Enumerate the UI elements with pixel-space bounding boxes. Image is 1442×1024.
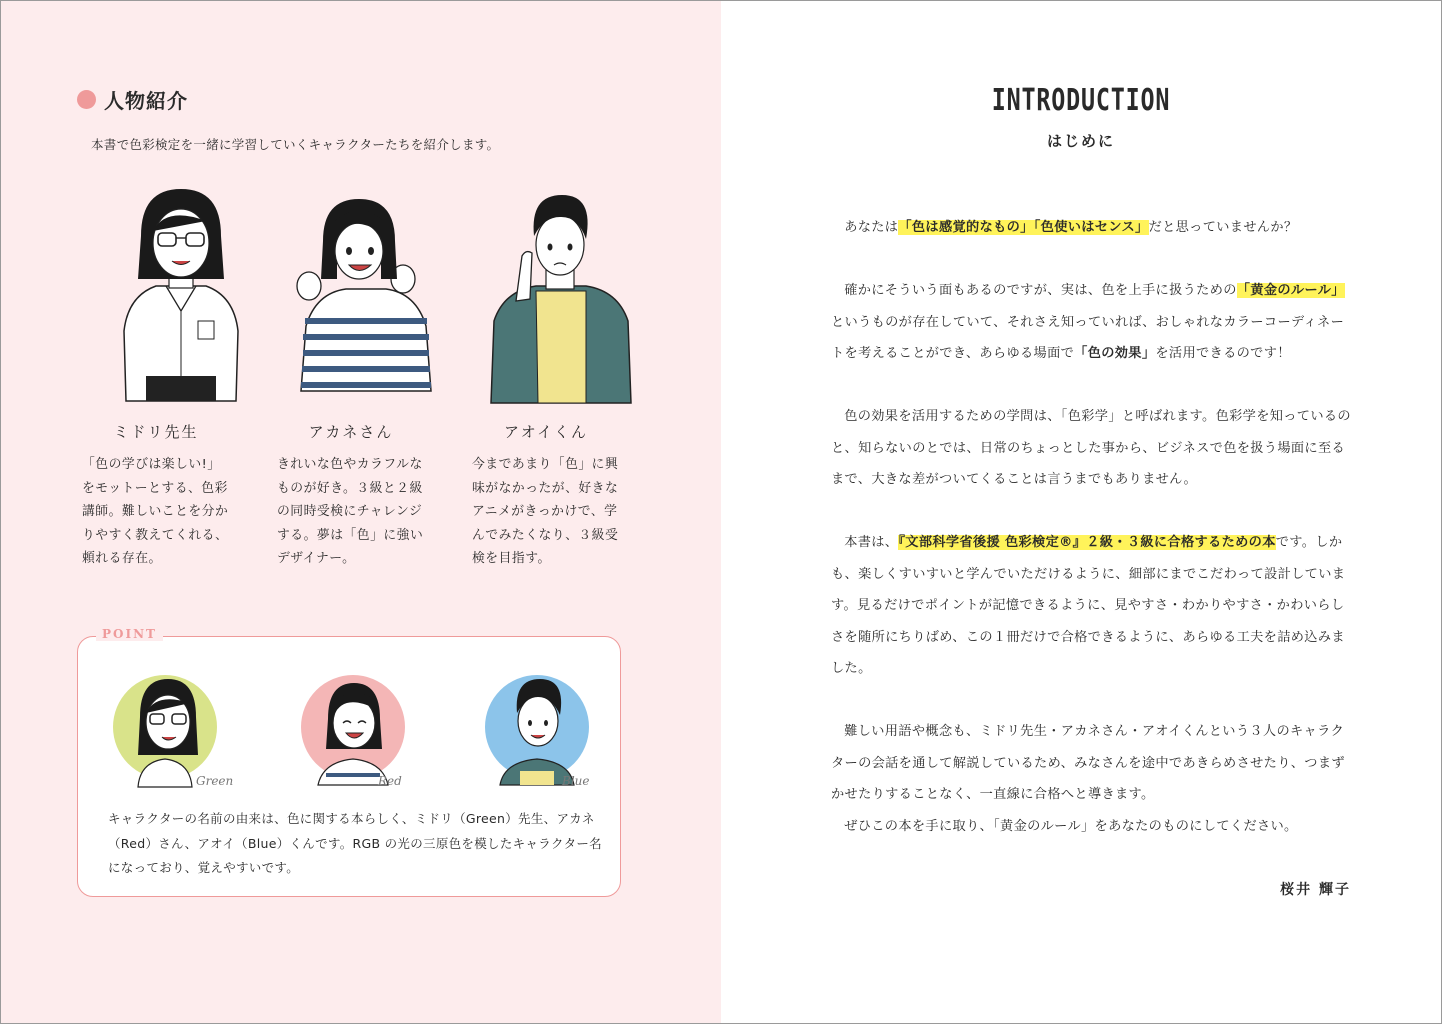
body-text <box>831 212 1356 842</box>
aoi-illustration <box>486 181 636 406</box>
midori-avatar <box>110 667 234 788</box>
signature-text: Red <box>378 774 402 788</box>
bullet-dot-icon <box>77 90 96 109</box>
paragraph: ぜひこの本を手に取り、「黄金のルール」をあなたのものにしてください。 <box>844 818 1298 834</box>
character-name: アオイくん <box>503 423 589 441</box>
page-subtitle: はじめに <box>1046 132 1115 150</box>
text-run: だと思っていませんか？ <box>1148 220 1298 235</box>
character-description: 今まであまり「色」に興味がなかったが、好きなアニメがきっかけで、学んでみたくなり、３級受検を目指す。 <box>472 457 619 566</box>
paragraph: 難しい用語や概念も、ミドリ先生・アカネさん・アオイくんという３人のキャラクターの会話を通して解説しているため、みなさんを途中であきらめさせたり、つまずかせたりすることなく、一直線に合格へと導きます。 <box>831 724 1345 802</box>
point-label: POINT <box>96 627 163 641</box>
right-page <box>721 1 1441 1023</box>
character-description: きれいな色やカラフルなものが好き。３級と２級の同時受検にチャレンジする。夢は「色」に強いデザイナー。 <box>277 457 424 566</box>
text-run: を活用できるのです！ <box>1155 346 1291 361</box>
section-heading-text: 人物紹介 <box>104 89 188 113</box>
point-box <box>77 627 621 897</box>
left-page <box>1 1 721 1023</box>
intro-text: 本書で色彩検定を一緒に学習していくキャラクターたちを紹介します。 <box>91 137 500 152</box>
paragraph <box>831 275 1356 370</box>
highlight-text: 『文部科学省後援 色彩検定®』２級・３級に合格するための本 <box>898 535 1276 550</box>
highlight-text: 「色は感覚的なもの」「色使いはセンス」 <box>898 220 1149 235</box>
section-heading <box>77 85 188 114</box>
midori-illustration <box>106 181 256 406</box>
akane-avatar <box>298 667 416 788</box>
signature-text: Green <box>196 774 234 788</box>
text-run: 本書は、 <box>844 535 899 550</box>
author-name: 桜井 輝子 <box>1280 882 1351 898</box>
point-text: キャラクターの名前の由来は、色に関する本らしく、ミドリ（Green）先生、アカネ（Red）さん、アオイ（Blue）くんです。RGB の光の三原色を模したキャラクター名になっており、覚えやすいです。 <box>108 811 602 875</box>
bold-text: 「色の効果」 <box>1074 346 1156 361</box>
signature-text: Blue <box>562 774 590 788</box>
character-name: ミドリ先生 <box>113 423 199 441</box>
character-description: 「色の学びは楽しい!」をモットーとする、色彩講師。難しいことを分かりやすく教えてくれる、頼れる存在。 <box>82 457 229 566</box>
paragraph: 色の効果を活用するための学問は、「色彩学」と呼ばれます。色彩学を知っているのと、知らないのとでは、日常のちょっとした事から、ビジネスで色を扱う場面に至るまで、大きな差がついてくることは言うまでもありません。 <box>831 409 1351 487</box>
paragraph <box>831 212 1356 244</box>
paragraph <box>831 527 1356 685</box>
aoi-avatar <box>482 667 600 788</box>
character-name: アカネさん <box>308 423 394 441</box>
text-run: です。しかも、楽しくすいすいと学んでいただけるように、細部にまでこだわって設計しています。見るだけでポイントが記憶できるように、見やすさ・わかりやすさ・かわいらしさを随所にちりばめ、この１冊だけで合格できるように、あらゆる工夫を詰め込みました。 <box>831 535 1346 676</box>
text-run: 確かにそういう面もあるのですが、実は、色を上手に扱うための <box>844 283 1237 298</box>
text-run: というものが存在していて、それさえ知っていれば、おしゃれなカラーコーディネートを考えることができ、あらゆる場面で <box>831 314 1345 361</box>
text-run: あなたは <box>844 220 899 235</box>
akane-illustration <box>291 181 441 406</box>
page-title: INTRODUCTION <box>991 83 1171 118</box>
highlight-text: 「黄金のルール」 <box>1236 283 1345 298</box>
